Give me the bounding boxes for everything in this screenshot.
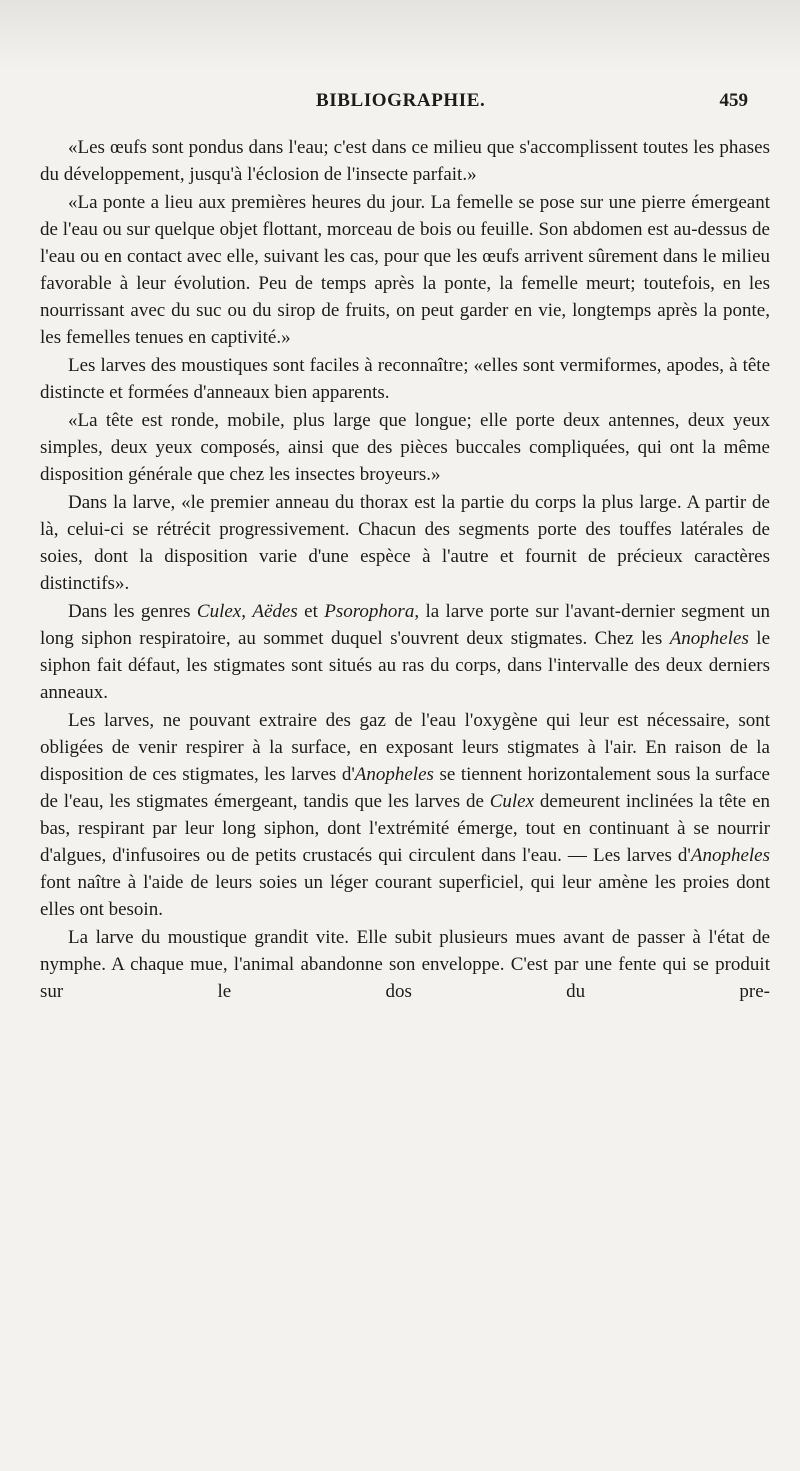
genus-name: Psorophora	[324, 601, 415, 622]
paragraph-head: «La tête est ronde, mobile, plus large que longue; elle porte deux antennes, deux yeux simples, deux yeux composés, ainsi que des pièces buccales compliquées, qui ont la même disposition générale que chez les insectes broyeurs.»	[40, 410, 770, 485]
text-run: Dans les genres	[68, 601, 197, 622]
paragraph-genera	[40, 598, 770, 706]
paragraph-larvae-intro: Les larves des moustiques sont faciles à reconnaître; «elles sont vermiformes, apodes, à tête distincte et formées d'anneaux bien apparents.	[40, 355, 770, 403]
genus-name: Anopheles	[354, 764, 434, 785]
text-run: le siphon fait défaut, les stigmates sont situés au ras du corps, dans l'intervalle des deux derniers anneaux.	[40, 628, 770, 703]
text-run: Les larves, ne pouvant extraire des gaz de l'eau l'oxygène qui leur est nécessaire, sont obligées de venir respirer à la surface, en exposant leurs stigmates à l'air. En raison de la disposition de ces stigmates, les larves d'	[40, 710, 770, 785]
paragraph-respiration	[40, 707, 770, 923]
text-run: se tiennent horizontalement sous la surface de l'eau, les stigmates émergeant, tandis que les larves de	[40, 764, 770, 812]
genus-name: Culex	[489, 791, 535, 812]
text-run: demeurent inclinées la tête en bas, respirant par leur long siphon, dont l'extrémité émerge, tout en continuant à se nourrir d'algues, d'infusoires ou de petits crustacés qui circulent dans l'eau. — Les larves d'	[40, 791, 770, 866]
body-text	[40, 134, 770, 1005]
page-edge-shade	[0, 0, 800, 70]
genus-name: Culex	[196, 601, 242, 622]
paragraph-thorax: Dans la larve, «le premier anneau du thorax est la partie du corps la plus large. A partir de là, celui-ci se rétrécit progressivement. Chacun des segments porte des touffes latérales de soies, dont la disposition varie d'une espèce à l'autre et fournit de précieux caractères distinctifs».	[40, 492, 770, 594]
text-run: ,	[241, 601, 253, 622]
text-run: font naître à l'aide de leurs soies un léger courant superficiel, qui leur amène les proies dont elles ont besoin.	[40, 872, 770, 920]
running-header	[316, 90, 748, 120]
genus-name: Anopheles	[669, 628, 749, 649]
text-run: et	[297, 601, 325, 622]
genus-name: Aëdes	[252, 601, 298, 622]
genus-name: Anopheles	[690, 845, 770, 866]
paragraph-eggs: «Les œufs sont pondus dans l'eau; c'est dans ce milieu que s'accomplissent toutes les phases du développement, jusqu'à l'éclosion de l'insecte parfait.»	[40, 137, 770, 185]
page-number: 459	[719, 90, 748, 111]
running-title: BIBLIOGRAPHIE.	[316, 90, 486, 111]
text-run: , la larve porte sur l'avant-dernier segment un long siphon respiratoire, au sommet duquel s'ouvrent deux stigmates. Chez les	[40, 601, 770, 649]
paragraph-laying: «La ponte a lieu aux premières heures du jour. La femelle se pose sur une pierre émergeant de l'eau ou sur quelque objet flottant, morceau de bois ou feuille. Son abdomen est au-dessus de l'eau ou en contact avec elle, suivant les cas, pour que les œufs arrivent sûrement dans le milieu favorable à leur évolution. Peu de temps après la ponte, la femelle meurt; toutefois, en les nourrissant avec du suc ou du sirop de fruits, on peut garder en vie, longtemps après la ponte, les femelles tenues en captivité.»	[40, 192, 770, 348]
paragraph-molting: La larve du moustique grandit vite. Elle subit plusieurs mues avant de passer à l'état de nymphe. A chaque mue, l'animal abandonne son enveloppe. C'est par une fente qui se produit sur le dos du pre-	[40, 927, 770, 1002]
